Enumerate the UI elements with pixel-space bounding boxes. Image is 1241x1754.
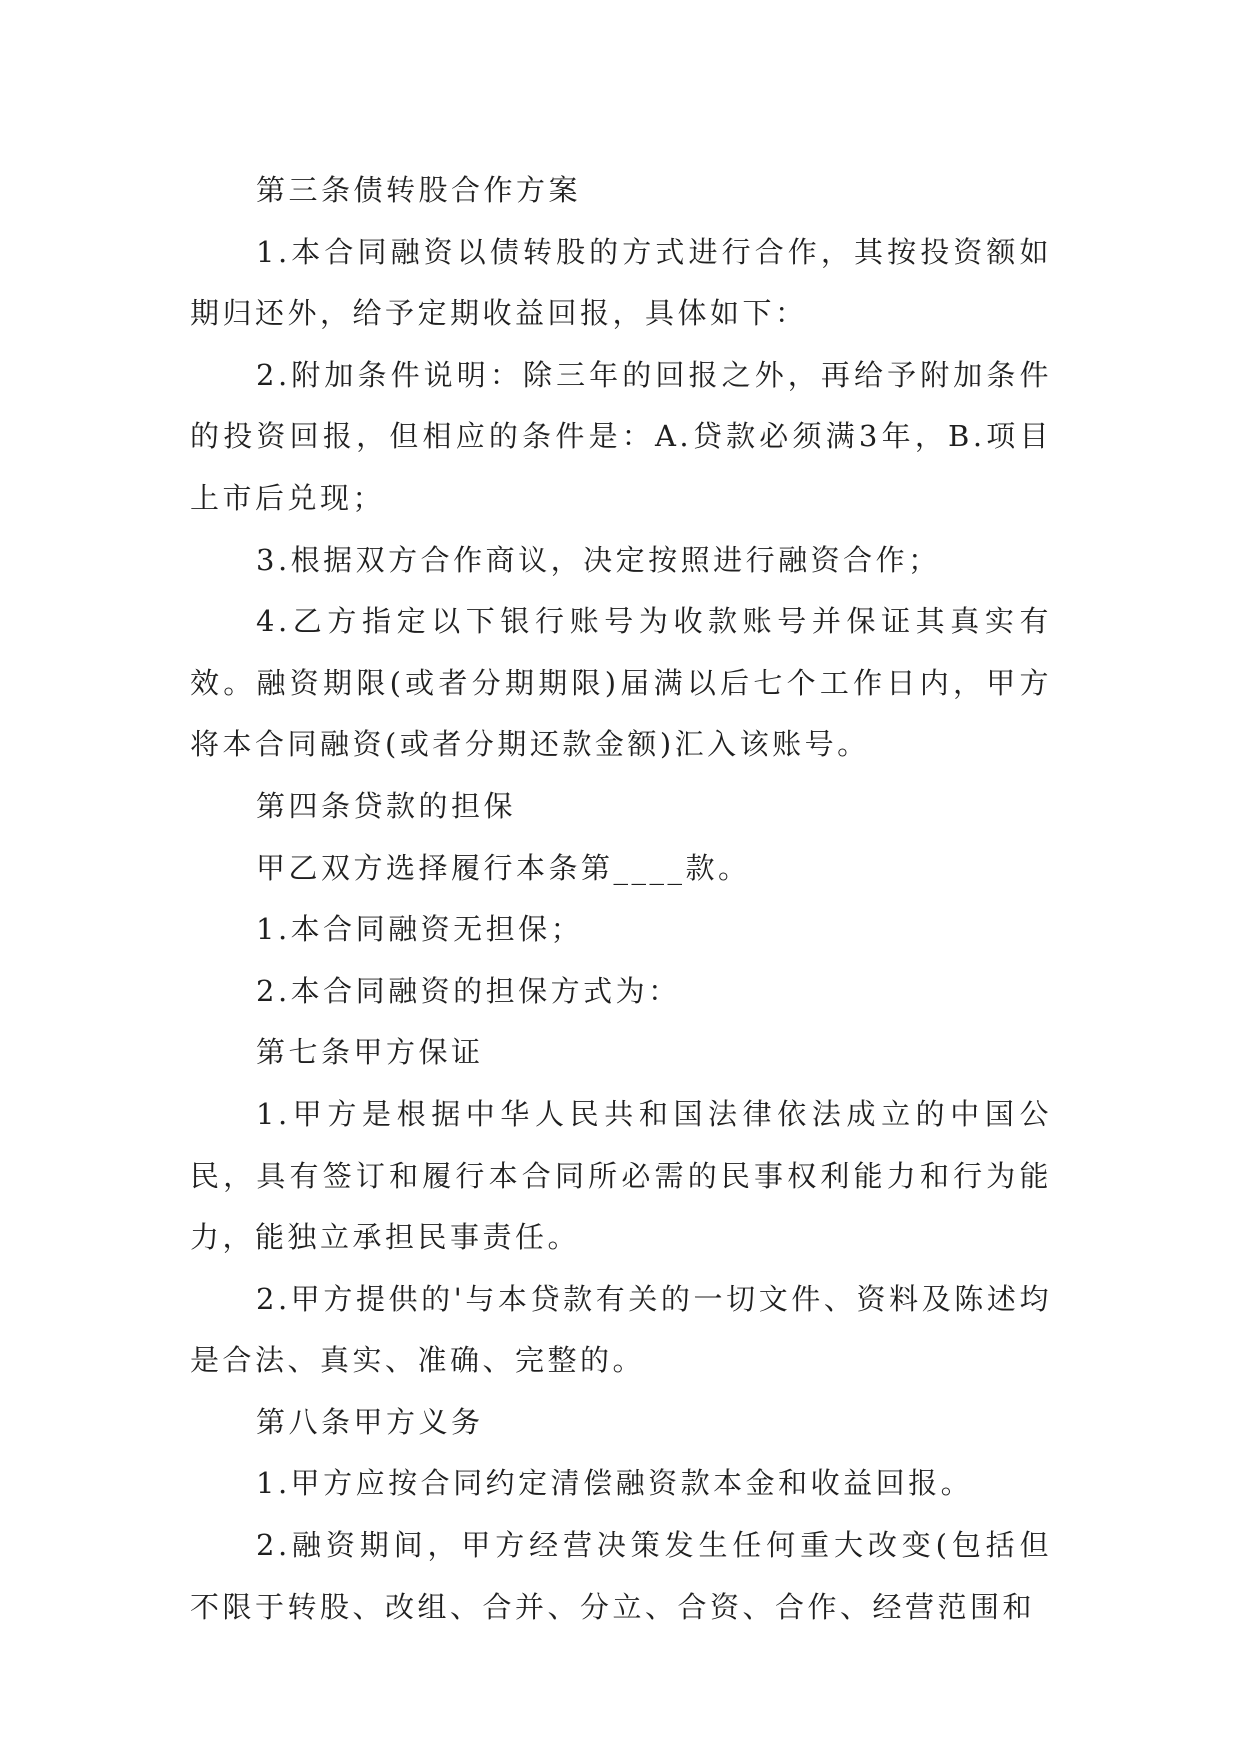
paragraph-8-1: 1.甲方应按合同约定清偿融资款本金和收益回报。 [256, 1466, 974, 1501]
paragraph-4-1: 1.本合同融资无担保； [256, 912, 584, 947]
paragraph-8-2: 2.融资期间，甲方经营决策发生任何重大改变(包括但不限于转股、改组、合并、分立、合资、合作、经营范围和 [190, 1528, 1052, 1624]
paragraph-7-2: 2.甲方提供的'与本贷款有关的一切文件、资料及陈述均是合法、真实、准确、完整的。 [190, 1281, 1052, 1378]
document-body [190, 160, 1052, 1638]
paragraph-3-1: 1.本合同融资以债转股的方式进行合作，其按投资额如期归还外，给予定期收益回报，具体如下： [190, 234, 1052, 331]
paragraph-7-1: 1.甲方是根据中华人民共和国法律依法成立的中国公民，具有签订和履行本合同所必需的民事权利能力和行为能力，能独立承担民事责任。 [190, 1096, 1052, 1255]
paragraph-4-intro: 甲乙双方选择履行本条第____款。 [256, 850, 751, 885]
paragraph-3-2: 2.附加条件说明：除三年的回报之外，再给予附加条件的投资回报，但相应的条件是：A.贷款必须满3年，B.项目上市后兑现； [190, 357, 1052, 515]
section-heading-8: 第八条甲方义务 [256, 1404, 484, 1439]
paragraph-3-3: 3.根据双方合作商议，决定按照进行融资合作； [256, 542, 941, 577]
paragraph-3-4: 4.乙方指定以下银行账号为收款账号并保证其真实有效。融资期限(或者分期期限)届满以后七个工作日内，甲方将本合同融资(或者分期还款金额)汇入该账号。 [190, 604, 1052, 762]
section-heading-7: 第七条甲方保证 [256, 1035, 484, 1070]
section-heading-4: 第四条贷款的担保 [256, 788, 517, 823]
section-heading-3: 第三条债转股合作方案 [256, 173, 582, 207]
paragraph-4-2: 2.本合同融资的担保方式为： [256, 973, 681, 1008]
